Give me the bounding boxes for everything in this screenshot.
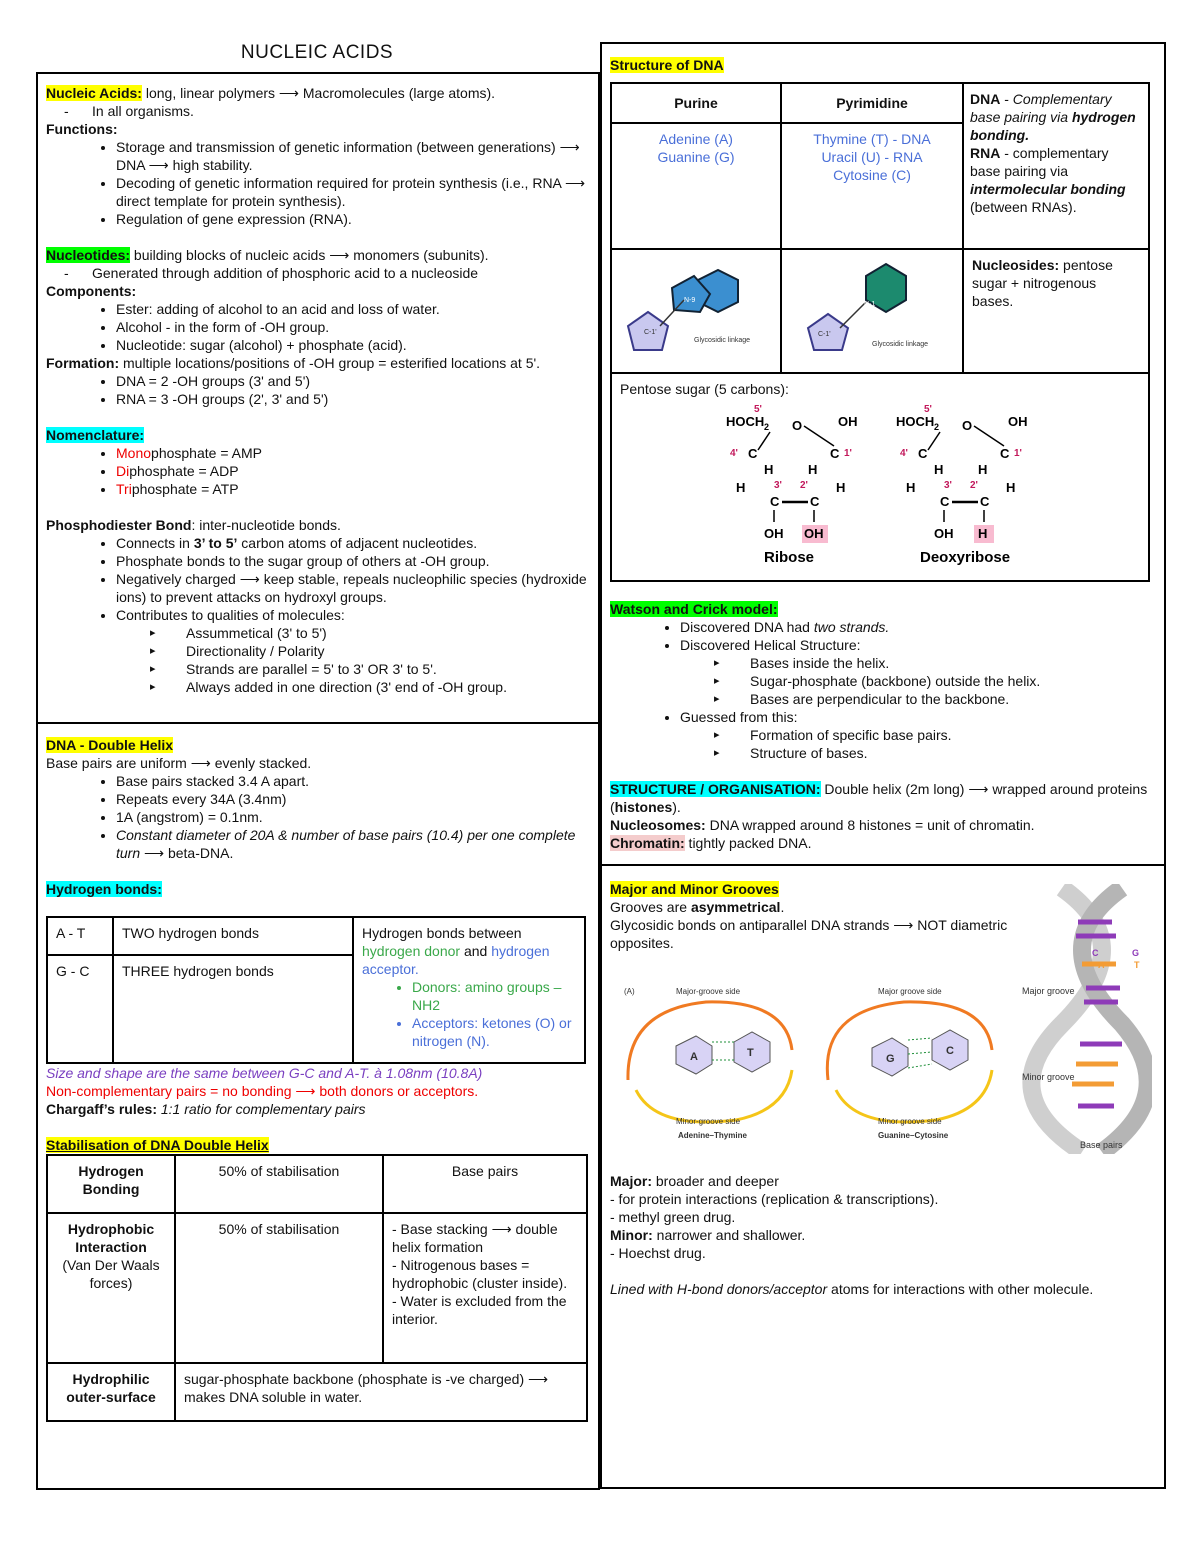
helix-figure xyxy=(1022,884,1152,1154)
svg-text:C: C xyxy=(946,1045,954,1057)
svg-text:C: C xyxy=(770,494,780,509)
svg-text:Glycosidic linkage: Glycosidic linkage xyxy=(694,337,751,344)
hbonds-label: Hydrogen bonds: xyxy=(46,881,162,897)
svg-text:H: H xyxy=(836,480,846,495)
svg-text:4': 4' xyxy=(730,448,738,459)
svg-text:C: C xyxy=(1000,446,1010,461)
svg-text:OH: OH xyxy=(804,526,824,541)
functions-label: Functions: xyxy=(46,121,118,137)
list-item: • Phosphate bonds to the sugar group of others at -OH group. xyxy=(116,552,590,570)
list-item: • Contributes to qualities of molecules: xyxy=(116,606,590,624)
lined-line: Lined with H-bond donors/acceptor atoms for interactions with other molecule. xyxy=(610,1281,1094,1297)
list-item: • Ester: adding of alcohol to an acid and loss of water. xyxy=(116,300,590,318)
stab-cell: sugar-phosphate backbone (phosphate is -ve charged) ⟶ makes DNA soluble in water. xyxy=(175,1363,587,1421)
list-item: ▸ Sugar-phosphate (backbone) outside the helix. xyxy=(750,672,1156,690)
grooves-line2: Glycosidic bonds on antiparallel DNA strands ⟶ NOT diametric opposites. xyxy=(610,917,1008,951)
list-item: • DNA = 2 -OH groups (3' and 5') xyxy=(116,372,590,390)
noncomp-note: Non-complementary pairs = no bonding ⟶ both donors or acceptors. xyxy=(46,1083,479,1099)
list-item: • 1A (angstrom) = 0.1nm. xyxy=(116,808,590,826)
stab-cell: Base pairs xyxy=(383,1155,587,1213)
svg-text:4': 4' xyxy=(900,448,908,459)
list-item: • Triphosphate = ATP xyxy=(116,480,590,498)
stab-cell: Hydrogen Bonding xyxy=(47,1155,175,1213)
pyrimidine-nucleoside-image xyxy=(781,249,963,373)
bond-cell: THREE hydrogen bonds xyxy=(113,955,353,1063)
pyrimidine-header: Pyrimidine xyxy=(781,83,963,123)
components-label: Components: xyxy=(46,283,137,299)
svg-text:H: H xyxy=(808,462,818,477)
nucleotides-line: Nucleotides: building blocks of nucleic acids ⟶ monomers (subunits). xyxy=(46,247,489,263)
svg-text:C-1': C-1' xyxy=(644,329,657,336)
svg-text:H: H xyxy=(934,462,944,477)
nucleosomes-line: Nucleosomes: DNA wrapped around 8 histones = unit of chromatin. xyxy=(610,817,1035,833)
svg-text:N-9: N-9 xyxy=(684,297,696,304)
structure-table xyxy=(610,82,1150,582)
list-item: • Repeats every 34A (3.4nm) xyxy=(116,790,590,808)
list-item: • Constant diameter of 20A & number of base pairs (10.4) per one complete turn ⟶ beta-DNA. xyxy=(116,826,590,862)
svg-text:T: T xyxy=(1134,960,1140,970)
nomenclature-label: Nomenclature: xyxy=(46,427,145,443)
grooves-label: Major and Minor Grooves xyxy=(610,881,779,897)
major-line: Major: broader and deeper xyxy=(610,1173,779,1189)
list-item: • Decoding of genetic information required for protein synthesis (i.e., RNA ⟶ direct template for protein synthesis). xyxy=(116,174,590,210)
base-pair-figure xyxy=(616,980,1016,1150)
ribose-label: Ribose xyxy=(764,549,815,566)
svg-text:HOCH: HOCH xyxy=(726,414,765,429)
stab-cell: - Base stacking ⟶ double helix formation - Nitrogenous bases = hydrophobic (cluster inside). - Water is excluded from the interior. xyxy=(383,1213,587,1363)
pentose-label: Pentose sugar (5 carbons): xyxy=(620,381,789,397)
list-item: • RNA = 3 -OH groups (2', 3' and 5') xyxy=(116,390,590,408)
list-item: • Discovered DNA had two strands. xyxy=(680,618,1156,636)
svg-text:C: C xyxy=(940,494,950,509)
svg-text:1': 1' xyxy=(1014,448,1022,459)
svg-text:C: C xyxy=(830,446,840,461)
sugar-structures xyxy=(620,398,1140,568)
svg-text:C: C xyxy=(748,446,758,461)
nucleic-acids-line: Nucleic Acids: long, linear polymers ⟶ Macromolecules (large atoms). xyxy=(46,85,496,101)
pair-cell: G - C xyxy=(47,955,113,1063)
list-item: • Base pairs stacked 3.4 A apart. xyxy=(116,772,590,790)
svg-text:O: O xyxy=(792,418,803,433)
svg-text:A: A xyxy=(1098,960,1105,970)
svg-text:3': 3' xyxy=(944,480,952,491)
stab-cell: Hydrophobic Interaction (Van Der Waals forces) xyxy=(47,1213,175,1363)
svg-text:Minor-groove side: Minor-groove side xyxy=(676,1117,741,1126)
pair-cell: A - T xyxy=(47,917,113,955)
svg-text:1': 1' xyxy=(844,448,852,459)
svg-text:Glycosidic linkage: Glycosidic linkage xyxy=(872,341,929,348)
structure-label: Structure of DNA xyxy=(610,57,724,73)
svg-text:C: C xyxy=(980,494,990,509)
list-item: ▸ Assummetical (3' to 5') xyxy=(186,624,590,642)
svg-text:C: C xyxy=(918,446,928,461)
pentose-cell xyxy=(611,373,1149,581)
svg-text:G: G xyxy=(886,1053,895,1065)
svg-text:H: H xyxy=(978,462,988,477)
watson-label: Watson and Crick model: xyxy=(610,601,778,617)
list-item: • Acceptors: ketones (O) or nitrogen (N). xyxy=(412,1014,576,1050)
minor-detail: - Hoechst drug. xyxy=(610,1245,706,1261)
svg-text:Guanine–Cytosine: Guanine–Cytosine xyxy=(878,1131,949,1140)
bond-cell: TWO hydrogen bonds xyxy=(113,917,353,955)
list-item: • Discovered Helical Structure: xyxy=(680,636,1156,654)
list-item: - Generated through addition of phosphoric acid to a nucleoside xyxy=(92,264,590,282)
right-box-structure xyxy=(600,42,1166,866)
chargaff-line: Chargaff’s rules: 1:1 ratio for complementary pairs xyxy=(46,1101,366,1117)
svg-text:HOCH: HOCH xyxy=(896,414,935,429)
stab-cell: 50% of stabilisation xyxy=(175,1213,383,1363)
svg-text:N-1: N-1 xyxy=(864,301,876,308)
hbond-table xyxy=(46,916,586,1064)
svg-text:H: H xyxy=(1006,480,1016,495)
double-helix-text: Base pairs are uniform ⟶ evenly stacked. xyxy=(46,755,312,771)
major-detail: - methyl green drug. xyxy=(610,1209,736,1225)
list-item: ▸ Structure of bases. xyxy=(750,744,1156,762)
double-helix-label: DNA - Double Helix xyxy=(46,737,174,753)
minor-line: Minor: narrower and shallower. xyxy=(610,1227,806,1243)
stab-cell: Hydrophilic outer-surface xyxy=(47,1363,175,1421)
svg-text:H: H xyxy=(978,526,988,541)
list-item: ▸ Bases are perpendicular to the backbone. xyxy=(750,690,1156,708)
list-item: • Diphosphate = ADP xyxy=(116,462,590,480)
svg-text:G: G xyxy=(1132,948,1140,958)
svg-text:C-1': C-1' xyxy=(818,331,831,338)
svg-text:O: O xyxy=(962,418,973,433)
svg-text:2': 2' xyxy=(800,480,808,491)
left-box-helix xyxy=(36,722,600,1490)
purine-header: Purine xyxy=(611,83,781,123)
pairing-cell: DNA - Complementary base pairing via hydrogen bonding. RNA - complementary base pairing via intermolecular bonding (between RNAs). xyxy=(963,83,1149,249)
organisation-line: STRUCTURE / ORGANISATION: Double helix (2m long) ⟶ wrapped around proteins (histones). xyxy=(610,781,1148,815)
list-item: ▸ Directionality / Polarity xyxy=(186,642,590,660)
size-note: Size and shape are the same between G-C and A-T. à 1.08nm (10.8A) xyxy=(46,1065,483,1081)
stabilisation-label: Stabilisation of DNA Double Helix xyxy=(46,1137,269,1153)
list-item: ▸ Strands are parallel = 5' to 3' OR 3' to 5'. xyxy=(186,660,590,678)
svg-text:Adenine–Thymine: Adenine–Thymine xyxy=(678,1131,747,1140)
svg-text:5': 5' xyxy=(924,404,932,415)
svg-text:H: H xyxy=(906,480,916,495)
page-title: NUCLEIC ACIDS xyxy=(240,42,394,63)
minor-groove-label: Minor groove xyxy=(1022,1072,1075,1082)
nucleosides-cell: Nucleosides: pentose sugar + nitrogenous bases. xyxy=(963,249,1149,373)
right-box-grooves xyxy=(600,864,1166,1489)
svg-text:2: 2 xyxy=(764,422,770,432)
svg-text:A: A xyxy=(690,1051,698,1063)
chromatin-line: Chromatin: tightly packed DNA. xyxy=(610,835,812,851)
svg-text:OH: OH xyxy=(1008,414,1028,429)
list-item: • Donors: amino groups – NH2 xyxy=(412,978,576,1014)
pyrimidine-list: Thymine (T) - DNA Uracil (U) - RNA Cytosine (C) xyxy=(781,123,963,249)
purine-nucleoside-image xyxy=(611,249,781,373)
svg-text:Major groove side: Major groove side xyxy=(878,987,942,996)
svg-text:C: C xyxy=(1092,948,1099,958)
list-item: • Regulation of gene expression (RNA). xyxy=(116,210,590,228)
list-item: • Storage and transmission of genetic information (between generations) ⟶ DNA ⟶ high stability. xyxy=(116,138,590,174)
svg-text:(A): (A) xyxy=(624,987,635,996)
list-item: • Nucleotide: sugar (alcohol) + phosphate (acid). xyxy=(116,336,590,354)
stab-cell: 50% of stabilisation xyxy=(175,1155,383,1213)
svg-text:C: C xyxy=(810,494,820,509)
svg-text:Minor groove side: Minor groove side xyxy=(878,1117,942,1126)
svg-text:3': 3' xyxy=(774,480,782,491)
svg-text:5': 5' xyxy=(754,404,762,415)
list-item: - In all organisms. xyxy=(92,102,590,120)
deoxyribose-label: Deoxyribose xyxy=(920,549,1011,566)
list-item: ▸ Formation of specific base pairs. xyxy=(750,726,1156,744)
list-item: ▸ Always added in one direction (3' end of -OH group. xyxy=(186,678,590,696)
phosphodiester-line: Phosphodiester Bond: inter-nucleotide bonds. xyxy=(46,517,341,533)
svg-text:T: T xyxy=(747,1047,754,1059)
list-item: ▸ Bases inside the helix. xyxy=(750,654,1156,672)
svg-text:H: H xyxy=(736,480,746,495)
left-box-nucleic xyxy=(36,72,600,724)
list-item: • Alcohol - in the form of -OH group. xyxy=(116,318,590,336)
formation-line: Formation: multiple locations/positions of -OH group = esterified locations at 5'. xyxy=(46,355,541,371)
list-item: • Guessed from this: xyxy=(680,708,1156,726)
list-item: • Monophosphate = AMP xyxy=(116,444,590,462)
base-pairs-label: Base pairs xyxy=(1080,1140,1123,1150)
stabilisation-table xyxy=(46,1154,588,1422)
svg-text:2': 2' xyxy=(970,480,978,491)
grooves-line1: Grooves are asymmetrical. xyxy=(610,899,785,915)
major-detail: - for protein interactions (replication & transcriptions). xyxy=(610,1191,939,1207)
list-item: • Negatively charged ⟶ keep stable, repeals nucleophilic species (hydroxide ions) to prevent attacks on hydroxyl groups. xyxy=(116,570,590,606)
svg-text:OH: OH xyxy=(934,526,954,541)
svg-text:2: 2 xyxy=(934,422,940,432)
list-item: • Connects in 3’ to 5’ carbon atoms of adjacent nucleotides. xyxy=(116,534,590,552)
svg-text:Major-groove side: Major-groove side xyxy=(676,987,741,996)
svg-text:H: H xyxy=(764,462,774,477)
svg-text:OH: OH xyxy=(838,414,858,429)
purine-list: Adenine (A) Guanine (G) xyxy=(611,123,781,249)
hbond-desc-cell: Hydrogen bonds between hydrogen donor and hydrogen acceptor. • Donors: amino groups – NH2 • Acceptors: ketones (O) or nitrogen (N). xyxy=(353,917,585,1063)
major-groove-label: Major groove xyxy=(1022,986,1075,996)
svg-text:OH: OH xyxy=(764,526,784,541)
